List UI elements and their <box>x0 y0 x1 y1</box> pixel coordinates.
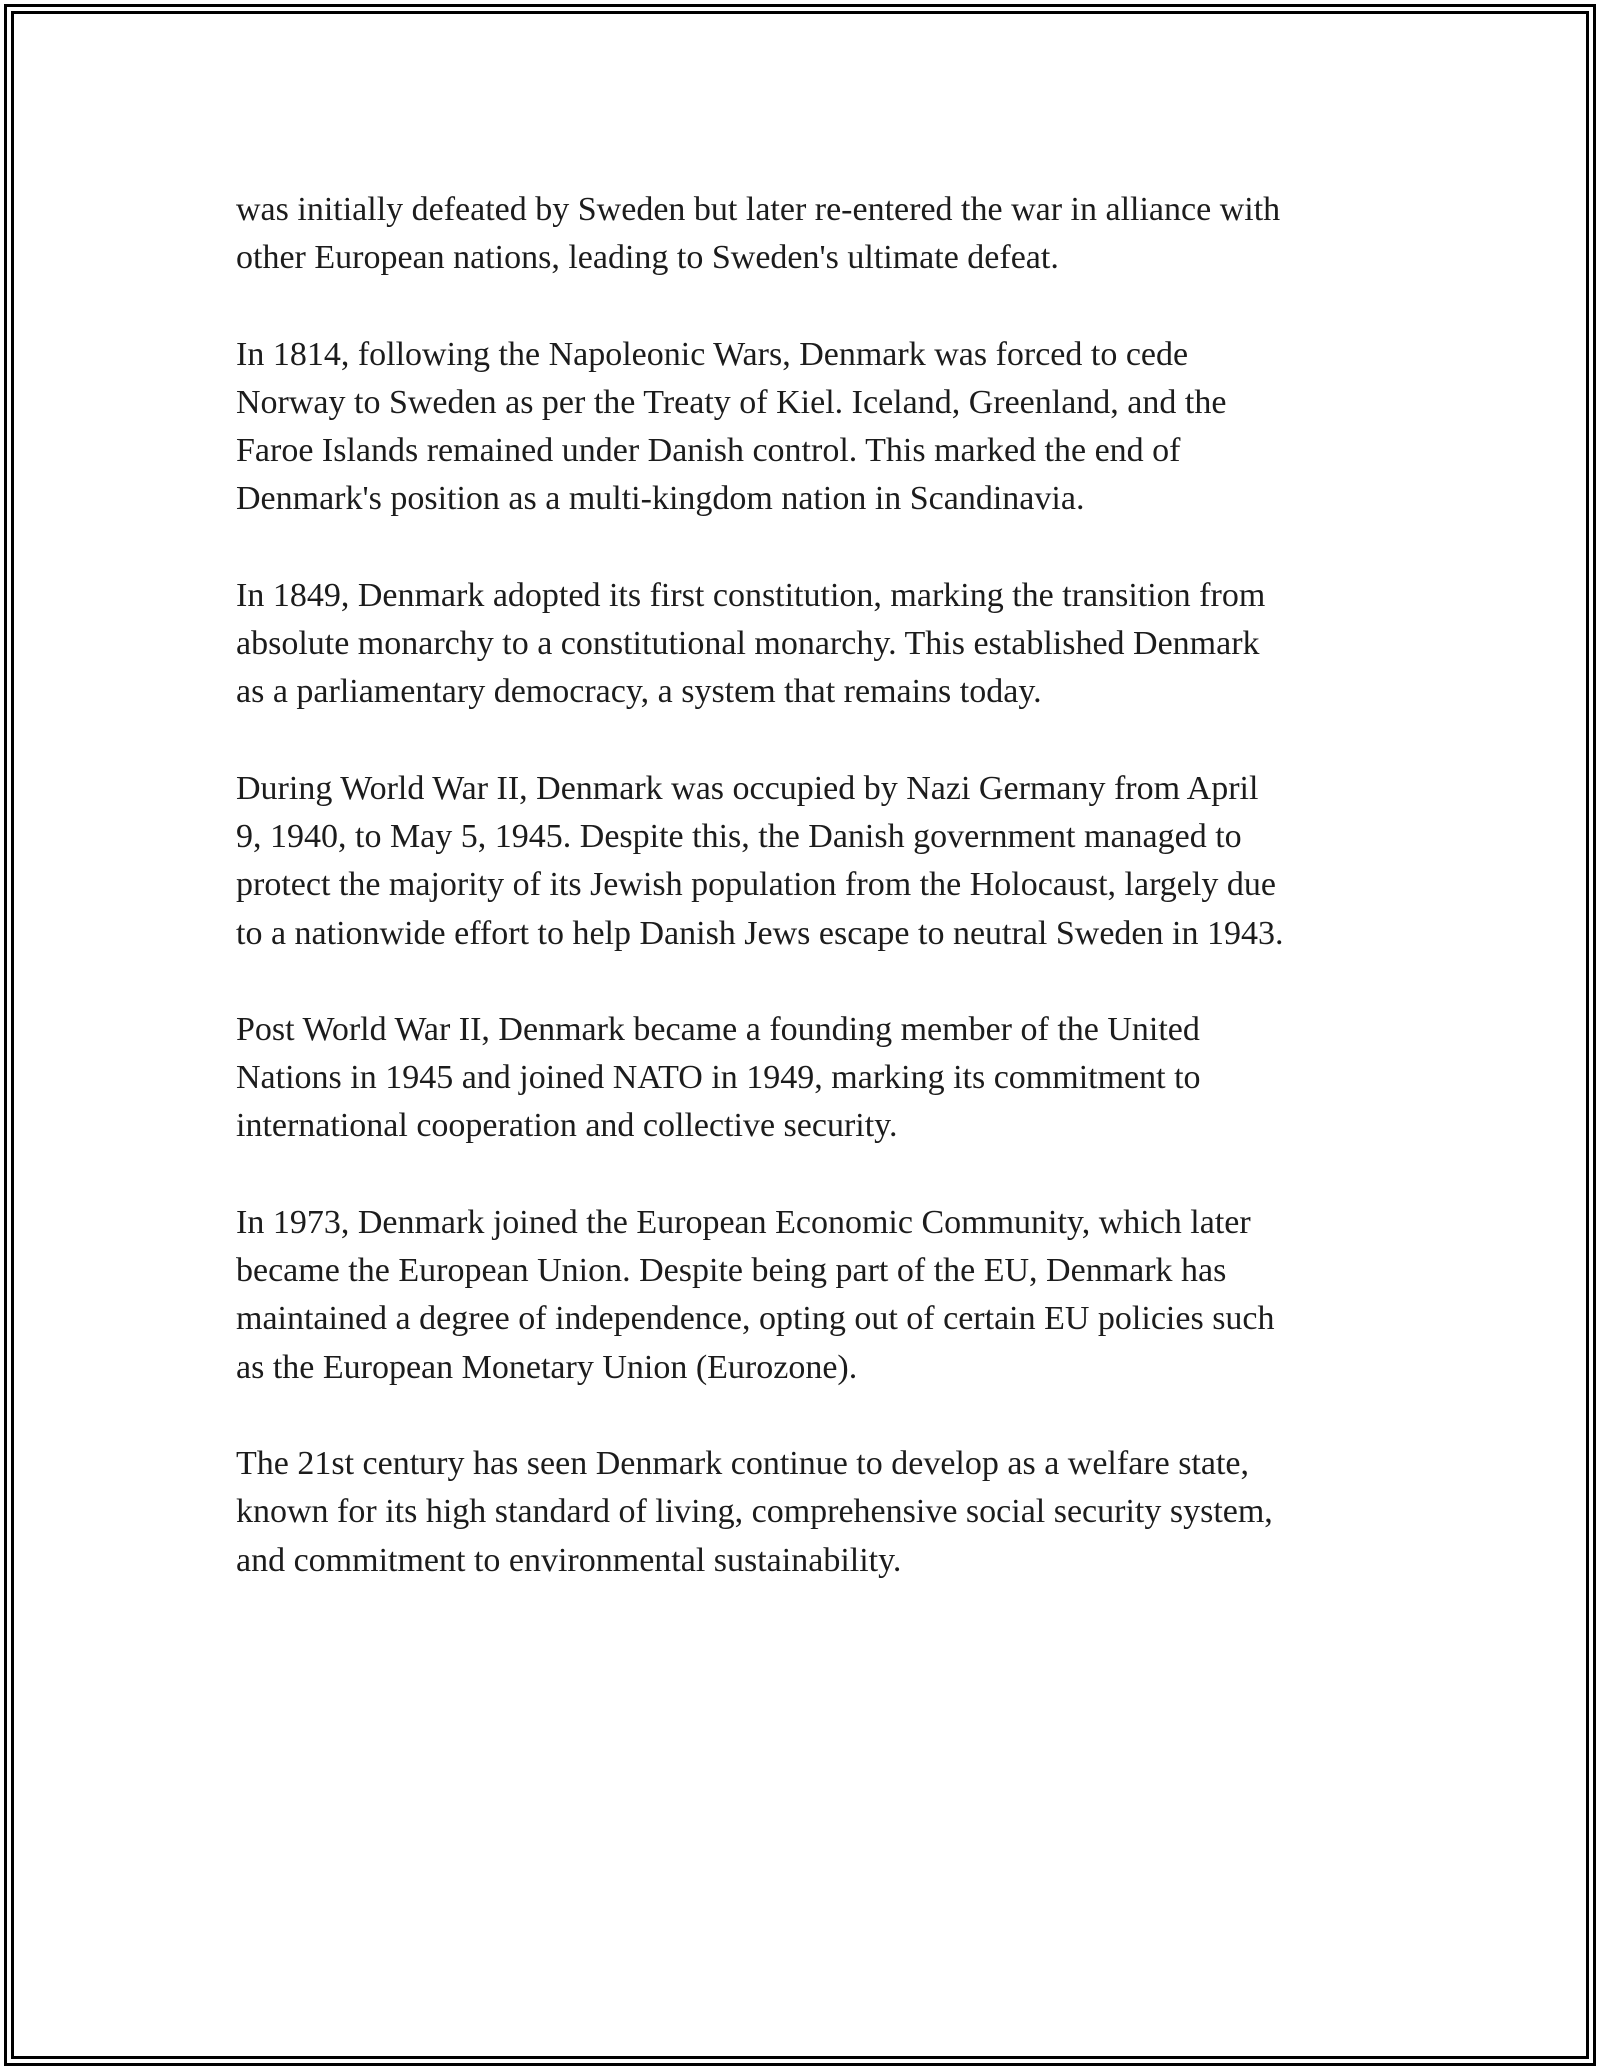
text-line: as the European Monetary Union (Eurozone). <box>236 1348 858 1386</box>
text-line: and commitment to environmental sustainability. <box>236 1541 902 1579</box>
text-line: Denmark's position as a multi-kingdom nation in Scandinavia. <box>236 480 1085 518</box>
paragraph-post-war <box>236 1006 1376 1151</box>
text-line: protect the majority of its Jewish population from the Holocaust, largely due <box>236 866 1276 904</box>
paragraph-constitution <box>236 572 1376 717</box>
paragraph-treaty-of-kiel <box>236 331 1376 524</box>
paragraph-21st-century <box>236 1440 1376 1585</box>
text-line: as a parliamentary democracy, a system that remains today. <box>236 673 1042 711</box>
paragraph-european-union <box>236 1199 1376 1392</box>
text-line: 9, 1940, to May 5, 1945. Despite this, the Danish government managed to <box>236 817 1242 855</box>
text-line: international cooperation and collective security. <box>236 1107 898 1145</box>
text-line: was initially defeated by Sweden but later re-entered the war in alliance with <box>236 191 1281 228</box>
text-line: absolute monarchy to a constitutional monarchy. This established Denmark <box>236 625 1260 663</box>
text-line: In 1973, Denmark joined the European Economic Community, which later <box>236 1203 1251 1241</box>
text-line: to a nationwide effort to help Danish Jews escape to neutral Sweden in 1943. <box>236 914 1284 952</box>
text-line: Nations in 1945 and joined NATO in 1949, marking its commitment to <box>236 1059 1201 1097</box>
text-line: known for its high standard of living, comprehensive social security system, <box>236 1493 1273 1531</box>
paragraph-sweden-war <box>236 186 1376 283</box>
text-line: other European nations, leading to Sweden's ultimate defeat. <box>236 239 1059 277</box>
text-line: In 1849, Denmark adopted its first constitution, marking the transition from <box>236 576 1266 614</box>
document-body <box>236 186 1376 1633</box>
text-line: The 21st century has seen Denmark continue to develop as a welfare state, <box>236 1444 1250 1482</box>
paragraph-world-war-ii <box>236 765 1376 958</box>
text-line: became the European Union. Despite being part of the EU, Denmark has <box>236 1252 1227 1290</box>
text-line: During World War II, Denmark was occupied by Nazi Germany from April <box>236 769 1259 807</box>
text-line: Norway to Sweden as per the Treaty of Kiel. Iceland, Greenland, and the <box>236 383 1227 421</box>
text-line: Post World War II, Denmark became a founding member of the United <box>236 1010 1200 1048</box>
text-line: maintained a degree of independence, opting out of certain EU policies such <box>236 1300 1275 1338</box>
text-line: In 1814, following the Napoleonic Wars, Denmark was forced to cede <box>236 335 1189 373</box>
text-line: Faroe Islands remained under Danish control. This marked the end of <box>236 432 1181 470</box>
